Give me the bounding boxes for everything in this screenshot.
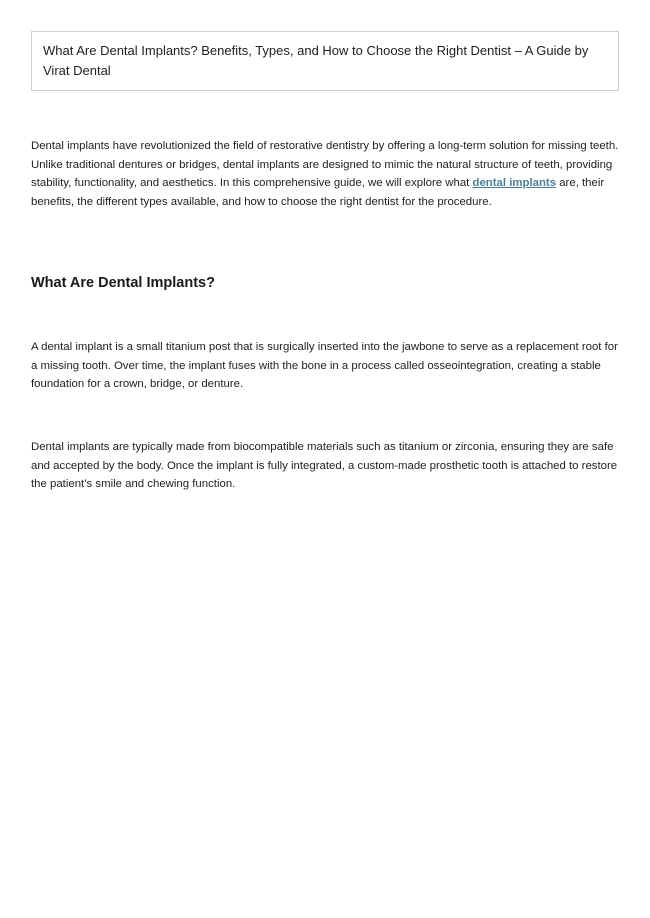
dental-implants-link[interactable]: dental implants	[472, 177, 557, 189]
document-title-box	[31, 31, 619, 91]
implant-materials-paragraph: Dental implants are typically made from biocompatible materials such as titanium or zirconia, ensuring they are safe and accepted by the body. Once the implant is fully integrated, a custom-made prosthetic tooth is attached to restore the patient’s smile and chewing function.	[31, 441, 618, 490]
intro-paragraph	[31, 137, 623, 211]
document-title: What Are Dental Implants? Benefits, Types, and How to Choose the Right Dentist – A Guide by Virat Dental	[43, 43, 589, 78]
intro-text-after-link: are, their benefits, the different types available, and how to choose the right dentist for the procedure.	[31, 177, 605, 208]
implant-definition-paragraph: A dental implant is a small titanium post that is surgically inserted into the jawbone to serve as a replacement root for a missing tooth. Over time, the implant fuses with the bone in a process called osseointegration, creating a stable foundation for a crown, bridge, or denture.	[31, 341, 618, 390]
section-heading: What Are Dental Implants?	[31, 275, 215, 291]
intro-text-before-link: Dental implants have revolutionized the field of restorative dentistry by offering a long-term solution for missing teeth. Unlike traditional dentures or bridges, dental implants are designed to mimic the natural structure of teeth, providing stability, functionality, and aesthetics. In this comprehensive guide, we will explore what	[31, 140, 619, 189]
